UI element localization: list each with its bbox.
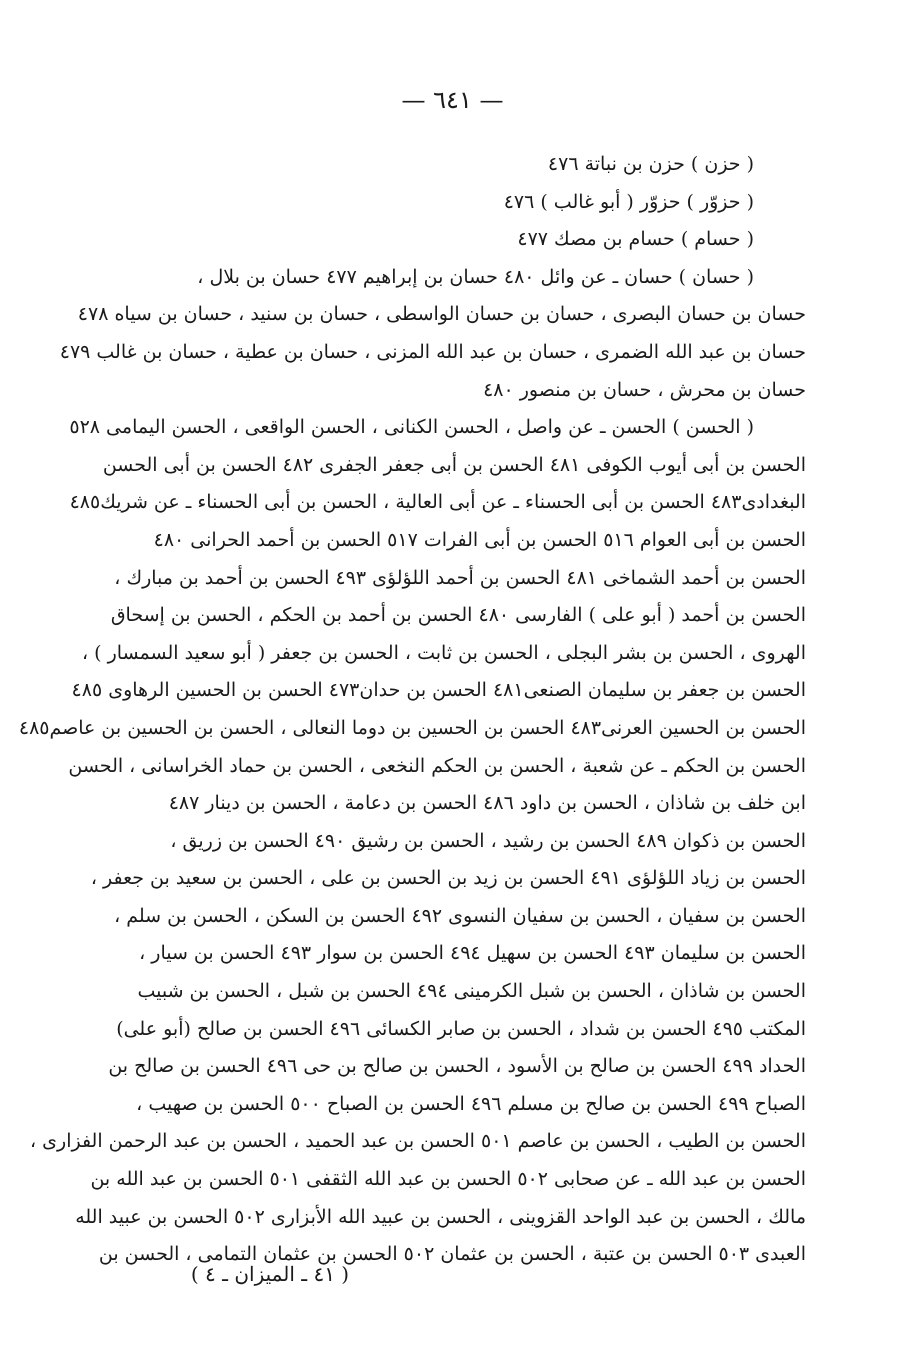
page-number: — ٦٤١ — xyxy=(401,86,504,114)
text-line: الحسن بن عبد الله ـ عن صحابى ٥٠٢ الحسن بن عبد الله الثقفى ٥٠١ الحسن بن عبد الله بن xyxy=(90,1168,806,1191)
text-line: الحسن بن جعفر بن سليمان الصنعى٤٨١ الحسن بن حدان٤٧٣ الحسن بن الحسين الرهاوى ٤٨٥ xyxy=(71,679,806,702)
text-line: الحسن بن سليمان ٤٩٣ الحسن بن سهيل ٤٩٤ الحسن بن سوار ٤٩٣ الحسن بن سيار ، xyxy=(139,942,806,965)
text-line: الصباح ٤٩٩ الحسن بن صالح بن مسلم ٤٩٦ الحسن بن الصباح ٥٠٠ الحسن بن صهيب ، xyxy=(136,1092,806,1115)
text-line: ( حسام ) حسام بن مصك ٤٧٧ xyxy=(517,228,754,251)
text-line: الحداد ٤٩٩ الحسن بن صالح بن الأسود ، الحسن بن صالح بن حى ٤٩٦ الحسن بن صالح بن xyxy=(108,1055,806,1078)
text-line: العبدى ٥٠٣ الحسن بن عتبة ، الحسن بن عثمان ٥٠٢ الحسن بن عثمان التمامى ، الحسن بن xyxy=(98,1243,806,1266)
text-line: البغدادى٤٨٣ الحسن بن أبى الحسناء ـ عن أبى العالية ، الحسن بن أبى الحسناء ـ عن شريك٤٨٥ xyxy=(69,491,806,514)
text-line: الحسن بن الحسين العرنى٤٨٣ الحسن بن الحسين بن دوما النعالى ، الحسن بن الحسين بن عاصم٤٨٥ xyxy=(18,716,806,739)
text-line: الحسن بن أبى أيوب الكوفى ٤٨١ الحسن بن أبى جعفر الجفرى ٤٨٢ الحسن بن أبى الحسن xyxy=(102,453,806,476)
text-line: حسان بن عبد الله الضمرى ، حسان بن عبد الله المزنى ، حسان بن عطية ، حسان بن غالب ٤٧٩ xyxy=(59,340,806,363)
text-line: ( الحسن ) الحسن ـ عن واصل ، الحسن الكنانى ، الحسن الواقعى ، الحسن اليمامى ٥٢٨ xyxy=(69,416,754,439)
text-line: مالك ، الحسن بن عبد الواحد القزوينى ، الحسن بن عبيد الله الأبزارى ٥٠٢ الحسن بن عبيد الله xyxy=(75,1205,806,1228)
index-entries xyxy=(18,146,806,1274)
text-line: المكتب ٤٩٥ الحسن بن شداد ، الحسن بن صابر الكسائى ٤٩٦ الحسن بن صالح (أبو على) xyxy=(116,1017,806,1040)
text-line: حسان بن محرش ، حسان بن منصور ٤٨٠ xyxy=(483,378,806,401)
text-line: الحسن بن الطيب ، الحسن بن عاصم ٥٠١ الحسن بن عبد الحميد ، الحسن بن عبد الرحمن الفزارى ، xyxy=(29,1130,806,1153)
text-line: الحسن بن ذكوان ٤٨٩ الحسن بن رشيد ، الحسن بن رشيق ٤٩٠ الحسن بن زريق ، xyxy=(170,829,806,852)
text-line: الحسن بن أحمد الشماخى ٤٨١ الحسن بن أحمد اللؤلؤى ٤٩٣ الحسن بن أحمد بن مبارك ، xyxy=(114,566,806,589)
text-line: الحسن بن أحمد ( أبو على ) الفارسى ٤٨٠ الحسن بن أحمد بن الحكم ، الحسن بن إسحاق xyxy=(110,604,806,627)
text-line: حسان بن حسان البصرى ، حسان بن حسان الواسطى ، حسان بن سنيد ، حسان بن سياه ٤٧٨ xyxy=(77,303,806,326)
text-line: ( حسان ) حسان ـ عن وائل ٤٨٠ حسان بن إبراهيم ٤٧٧ حسان بن بلال ، xyxy=(197,265,754,288)
text-line: ( حزوّر ) حزوّر ( أبو غالب ) ٤٧٦ xyxy=(503,190,754,213)
signature-mark: ( ٤١ ـ الميزان ـ ٤ ) xyxy=(190,1262,350,1286)
text-line: الحسن بن شاذان ، الحسن بن شبل الكرمينى ٤٩٤ الحسن بن شبل ، الحسن بن شبيب xyxy=(137,980,806,1003)
text-line: الحسن بن سفيان ، الحسن بن سفيان النسوى ٤٩٢ الحسن بن السكن ، الحسن بن سلم ، xyxy=(114,904,806,927)
text-line: ابن خلف بن شاذان ، الحسن بن داود ٤٨٦ الحسن بن دعامة ، الحسن بن دينار ٤٨٧ xyxy=(168,792,806,815)
text-line: الحسن بن أبى العوام ٥١٦ الحسن بن أبى الفرات ٥١٧ الحسن بن أحمد الحرانى ٤٨٠ xyxy=(153,528,806,551)
text-line: الهروى ، الحسن بن بشر البجلى ، الحسن بن ثابت ، الحسن بن جعفر ( أبو سعيد السمسار ) ، xyxy=(82,641,806,664)
text-line: ( حزن ) حزن بن نباتة ٤٧٦ xyxy=(547,153,754,175)
text-line: الحسن بن الحكم ـ عن شعبة ، الحسن بن الحكم النخعى ، الحسن بن حماد الخراسانى ، الحسن xyxy=(68,754,806,777)
text-line: الحسن بن زياد اللؤلؤى ٤٩١ الحسن بن زيد بن الحسن بن على ، الحسن بن سعيد بن جعفر ، xyxy=(90,867,806,890)
